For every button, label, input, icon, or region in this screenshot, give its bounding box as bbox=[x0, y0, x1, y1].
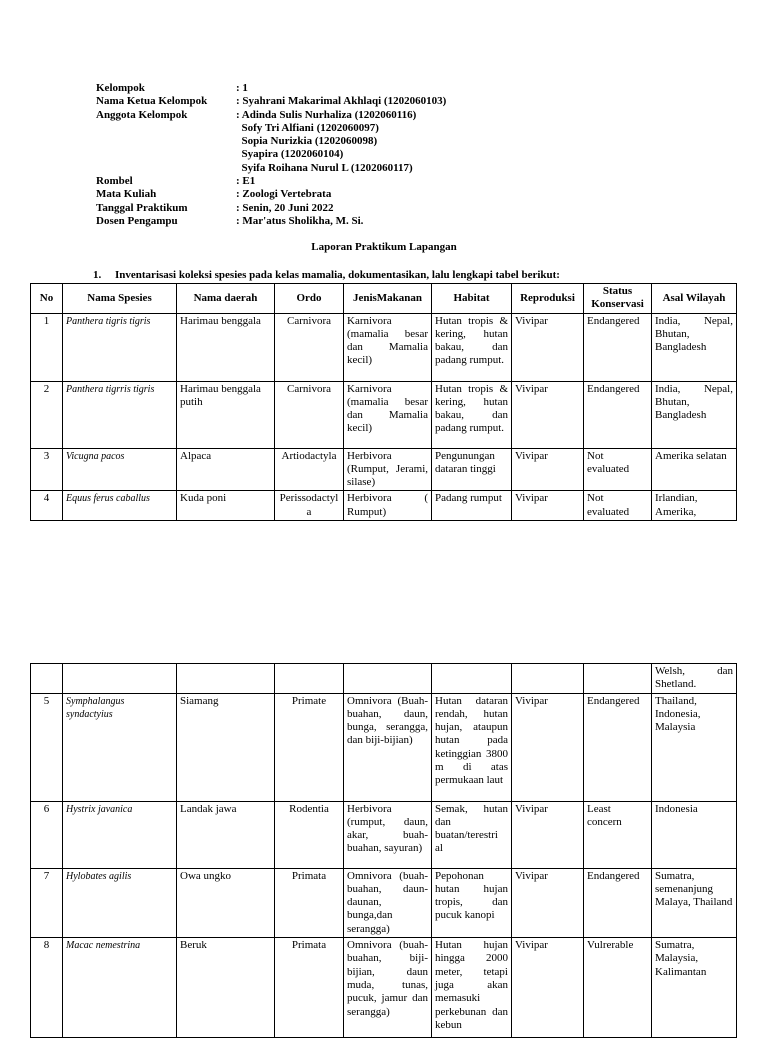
cell-nama-spesies: Panthera tigrris tigris bbox=[63, 381, 177, 448]
cell-reproduksi bbox=[512, 664, 584, 694]
cell-ordo: Artiodactyla bbox=[275, 448, 344, 491]
cell-nama-daerah: Siamang bbox=[177, 693, 275, 801]
info-label bbox=[96, 162, 236, 175]
cell-asal-wilayah: Sumatra, semenanjung Malaya, Thailand bbox=[652, 868, 737, 937]
cell-habitat: Pepohonan hutan hujan tropis, dan pucuk kanopi bbox=[432, 868, 512, 937]
info-label: Nama Ketua Kelompok bbox=[96, 95, 208, 108]
cell-no: 7 bbox=[31, 868, 63, 937]
cell-no: 4 bbox=[31, 491, 63, 521]
info-row bbox=[96, 202, 446, 215]
cell-nama-daerah: Landak jawa bbox=[177, 801, 275, 868]
header-no: No bbox=[31, 284, 63, 314]
cell-asal-wilayah: India, Nepal, Bhutan, Bangladesh bbox=[652, 313, 737, 381]
header-reproduksi: Reproduksi bbox=[512, 284, 584, 314]
cell-nama-daerah: Harimau benggala bbox=[177, 313, 275, 381]
cell-asal-wilayah: Sumatra, Malaysia, Kalimantan bbox=[652, 938, 737, 1038]
table-row bbox=[31, 693, 737, 801]
header-jenis-makanan: JenisMakanan bbox=[344, 284, 432, 314]
cell-status-konservasi bbox=[584, 664, 652, 694]
cell-asal-wilayah: Irlandian, Amerika, bbox=[652, 491, 737, 521]
cell-ordo: Rodentia bbox=[275, 801, 344, 868]
info-row bbox=[96, 162, 446, 175]
cell-nama-daerah: Kuda poni bbox=[177, 491, 275, 521]
cell-no: 8 bbox=[31, 938, 63, 1038]
info-row bbox=[96, 135, 446, 148]
question-text: Inventarisasi koleksi spesies pada kelas mamalia, dokumentasikan, lalu lengkapi tabel berikut: bbox=[115, 269, 560, 281]
cell-nama-daerah: Harimau benggala putih bbox=[177, 381, 275, 448]
cell-no: 5 bbox=[31, 693, 63, 801]
cell-nama-spesies: Hylobates agilis bbox=[63, 868, 177, 937]
header-status-konservasi: Status Konservasi bbox=[584, 284, 652, 314]
cell-no: 6 bbox=[31, 801, 63, 868]
cell-jenis-makanan: Karnivora (mamalia besar dan Mamalia kecil) bbox=[344, 381, 432, 448]
info-value: : Senin, 20 Juni 2022 bbox=[236, 201, 334, 214]
info-label: Tanggal Praktikum bbox=[96, 201, 188, 214]
table-row bbox=[31, 801, 737, 868]
question-1 bbox=[93, 269, 560, 282]
cell-asal-wilayah: Indonesia bbox=[652, 801, 737, 868]
cell-habitat: Pengunungan dataran tinggi bbox=[432, 448, 512, 491]
table-row bbox=[31, 664, 737, 694]
cell-habitat bbox=[432, 664, 512, 694]
cell-jenis-makanan: Karnivora (mamalia besar dan Mamalia kecil) bbox=[344, 313, 432, 381]
cell-jenis-makanan: Herbivora (Rumput, Jerami, silase) bbox=[344, 448, 432, 491]
cell-status-konservasi: Not evaluated bbox=[584, 448, 652, 491]
cell-nama-spesies: Macac nemestrina bbox=[63, 938, 177, 1038]
info-row bbox=[96, 148, 446, 161]
report-title: Laporan Praktikum Lapangan bbox=[311, 241, 457, 253]
cell-reproduksi: Vivipar bbox=[512, 693, 584, 801]
info-value: : 1 bbox=[236, 82, 248, 94]
table-header-row bbox=[31, 284, 737, 314]
cell-nama-daerah: Owa ungko bbox=[177, 868, 275, 937]
cell-jenis-makanan: Herbivora (rumput, daun, akar, buah-buahan, sayuran) bbox=[344, 801, 432, 868]
info-label bbox=[96, 122, 236, 135]
info-row bbox=[96, 95, 446, 108]
cell-ordo: Perissodactyl a bbox=[275, 491, 344, 521]
cell-ordo: Carnivora bbox=[275, 313, 344, 381]
header-asal-wilayah: Asal Wilayah bbox=[652, 284, 737, 314]
info-row bbox=[96, 175, 446, 188]
cell-asal-wilayah: Thailand, Indonesia, Malaysia bbox=[652, 693, 737, 801]
cell-status-konservasi: Vulrerable bbox=[584, 938, 652, 1038]
table-row bbox=[31, 313, 737, 381]
info-value: : E1 bbox=[236, 175, 256, 188]
cell-nama-spesies: Equus ferus caballus bbox=[63, 491, 177, 521]
group-info bbox=[96, 82, 446, 228]
cell-nama-spesies: Symphalangus syndactyius bbox=[63, 693, 177, 801]
info-row bbox=[96, 82, 446, 95]
cell-nama-spesies: Hystrix javanica bbox=[63, 801, 177, 868]
table-row bbox=[31, 448, 737, 491]
info-label bbox=[96, 135, 236, 148]
cell-habitat: Hutan tropis & kering, hutan bakau, dan padang rumput. bbox=[432, 381, 512, 448]
info-label bbox=[96, 148, 236, 161]
info-row bbox=[96, 215, 446, 228]
cell-status-konservasi: Endangered bbox=[584, 868, 652, 937]
info-row bbox=[96, 109, 446, 122]
cell-habitat: Hutan dataran rendah, hutan hujan, ataupun hutan pada ketinggian 3800 m di atas permukaan laut bbox=[432, 693, 512, 801]
cell-jenis-makanan: Omnivora (buah-buahan, daun-daunan, bunga,dan serangga) bbox=[344, 868, 432, 937]
table-row bbox=[31, 381, 737, 448]
header-nama-daerah: Nama daerah bbox=[177, 284, 275, 314]
header-nama-spesies: Nama Spesies bbox=[63, 284, 177, 314]
header-ordo: Ordo bbox=[275, 284, 344, 314]
cell-habitat: Hutan tropis & kering, hutan bakau, dan padang rumput. bbox=[432, 313, 512, 381]
cell-status-konservasi: Not evaluated bbox=[584, 491, 652, 521]
cell-nama-spesies bbox=[63, 664, 177, 694]
cell-reproduksi: Vivipar bbox=[512, 313, 584, 381]
cell-jenis-makanan: Omnivora (Buah-buahan, daun, bunga, serangga, dan biji-bijian) bbox=[344, 693, 432, 801]
cell-asal-wilayah: Welsh, dan Shetland. bbox=[652, 664, 737, 694]
cell-asal-wilayah: India, Nepal, Bhutan, Bangladesh bbox=[652, 381, 737, 448]
cell-nama-spesies: Panthera tigris tigris bbox=[63, 313, 177, 381]
info-value: : Zoologi Vertebrata bbox=[236, 188, 332, 201]
cell-reproduksi: Vivipar bbox=[512, 381, 584, 448]
cell-ordo bbox=[275, 664, 344, 694]
cell-jenis-makanan: Omnivora (buah-buahan, biji-bijian, daun muda, tunas, pucuk, jamur dan serangga) bbox=[344, 938, 432, 1038]
cell-habitat: Hutan hujan hingga 2000 meter, tetapi juga akan memasuki perkebunan dan kebun bbox=[432, 938, 512, 1038]
info-label: Anggota Kelompok bbox=[96, 108, 188, 121]
cell-nama-daerah: Alpaca bbox=[177, 448, 275, 491]
info-label: Kelompok bbox=[96, 82, 145, 94]
info-value: Sofy Tri Alfiani (1202060097) bbox=[236, 121, 379, 134]
cell-nama-daerah bbox=[177, 664, 275, 694]
info-label: Rombel bbox=[96, 175, 133, 188]
info-value: : Mar'atus Sholikha, M. Si. bbox=[236, 214, 364, 227]
cell-jenis-makanan: Herbivora ( Rumput) bbox=[344, 491, 432, 521]
cell-jenis-makanan bbox=[344, 664, 432, 694]
table-row bbox=[31, 868, 737, 937]
info-row bbox=[96, 188, 446, 201]
cell-reproduksi: Vivipar bbox=[512, 448, 584, 491]
info-label: Mata Kuliah bbox=[96, 188, 157, 201]
cell-status-konservasi: Endangered bbox=[584, 381, 652, 448]
cell-ordo: Primata bbox=[275, 938, 344, 1038]
species-table-part-2 bbox=[30, 663, 737, 1038]
info-label: Dosen Pengampu bbox=[96, 214, 178, 227]
info-row bbox=[96, 122, 446, 135]
info-value: : Adinda Sulis Nurhaliza (1202060116) bbox=[236, 108, 417, 121]
cell-habitat: Semak, hutan dan buatan/terestri al bbox=[432, 801, 512, 868]
table-row bbox=[31, 938, 737, 1038]
cell-reproduksi: Vivipar bbox=[512, 801, 584, 868]
question-number: 1. bbox=[93, 269, 102, 281]
info-value: Sopia Nurizkia (1202060098) bbox=[236, 135, 378, 148]
cell-status-konservasi: Endangered bbox=[584, 313, 652, 381]
cell-reproduksi: Vivipar bbox=[512, 491, 584, 521]
cell-no bbox=[31, 664, 63, 694]
cell-reproduksi: Vivipar bbox=[512, 938, 584, 1038]
cell-no: 3 bbox=[31, 448, 63, 491]
cell-ordo: Primata bbox=[275, 868, 344, 937]
info-value: Syifa Roihana Nurul L (1202060117) bbox=[236, 161, 413, 174]
header-habitat: Habitat bbox=[432, 284, 512, 314]
cell-status-konservasi: Endangered bbox=[584, 693, 652, 801]
table-row bbox=[31, 491, 737, 521]
cell-ordo: Carnivora bbox=[275, 381, 344, 448]
cell-habitat: Padang rumput bbox=[432, 491, 512, 521]
cell-ordo: Primate bbox=[275, 693, 344, 801]
cell-asal-wilayah: Amerika selatan bbox=[652, 448, 737, 491]
cell-status-konservasi: Least concern bbox=[584, 801, 652, 868]
cell-reproduksi: Vivipar bbox=[512, 868, 584, 937]
info-value: : Syahrani Makarimal Akhlaqi (1202060103) bbox=[236, 95, 447, 108]
cell-no: 2 bbox=[31, 381, 63, 448]
cell-no: 1 bbox=[31, 313, 63, 381]
cell-nama-daerah: Beruk bbox=[177, 938, 275, 1038]
cell-nama-spesies: Vicugna pacos bbox=[63, 448, 177, 491]
info-value: Syapira (1202060104) bbox=[236, 148, 344, 161]
species-table-part-1 bbox=[30, 283, 737, 521]
